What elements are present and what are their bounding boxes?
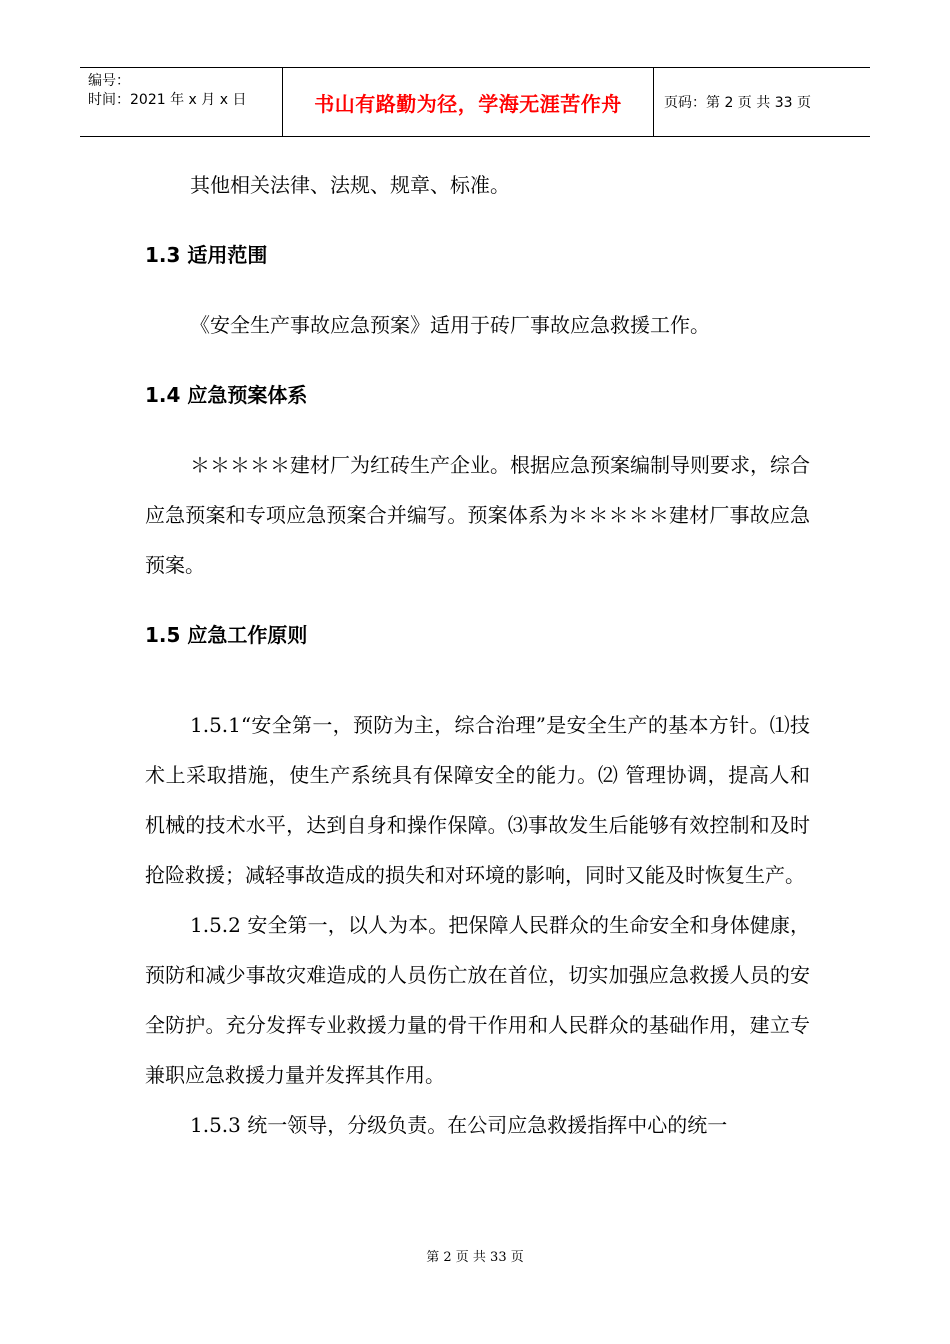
paragraph-1-5-1: 1.5.1“安全第一，预防为主，综合治理”是安全生产的基本方针。⑴技术上采取措施，使生产系统具有保障安全的能力。⑵ 管理协调，提高人和机械的技术水平，达到自身和操作保障。⑶事故发生后能够有效控制和及时抢险救援；减轻事故造成的损失和对环境的影响，同时又能及时恢复生产。 — [145, 713, 810, 887]
heading-1-3: 1.3 适用范围 — [145, 243, 268, 267]
document-date: 时间：2021 年 x 月 x 日 — [88, 92, 247, 108]
heading-1-5: 1.5 应急工作原则 — [145, 623, 308, 647]
document-body — [145, 160, 810, 1150]
document-number-label: 编号： — [88, 73, 130, 89]
page-footer: 第 2 页 共 33 页 — [426, 1250, 524, 1265]
paragraph-1-5-2: 1.5.2 安全第一，以人为本。把保障人民群众的生命安全和身体健康，预防和减少事故灾难造成的人员伤亡放在首位，切实加强应急救援人员的安全防护。充分发挥专业救援力量的骨干作用和人民群众的基础作用，建立专兼职应急救援力量并发挥其作用。 — [145, 913, 810, 1087]
paragraph-scope: 《安全生产事故应急预案》适用于砖厂事故应急救援工作。 — [190, 313, 710, 337]
header-page-info: 页码：第 2 页 共 33 页 — [664, 95, 811, 111]
page-header — [80, 67, 870, 137]
header-motto: 书山有路勤为径，学海无涯苦作舟 — [282, 68, 654, 136]
header-meta — [80, 68, 282, 136]
heading-1-4: 1.4 应急预案体系 — [145, 383, 308, 407]
paragraph-regulations: 其他相关法律、法规、规章、标准。 — [190, 173, 510, 197]
paragraph-plan-system: ＊＊＊＊＊建材厂为红砖生产企业。根据应急预案编制导则要求，综合应急预案和专项应急预案合并编写。预案体系为＊＊＊＊＊建材厂事故应急预案。 — [145, 453, 810, 577]
paragraph-1-5-3: 1.5.3 统一领导，分级负责。在公司应急救援指挥中心的统一 — [190, 1113, 728, 1137]
